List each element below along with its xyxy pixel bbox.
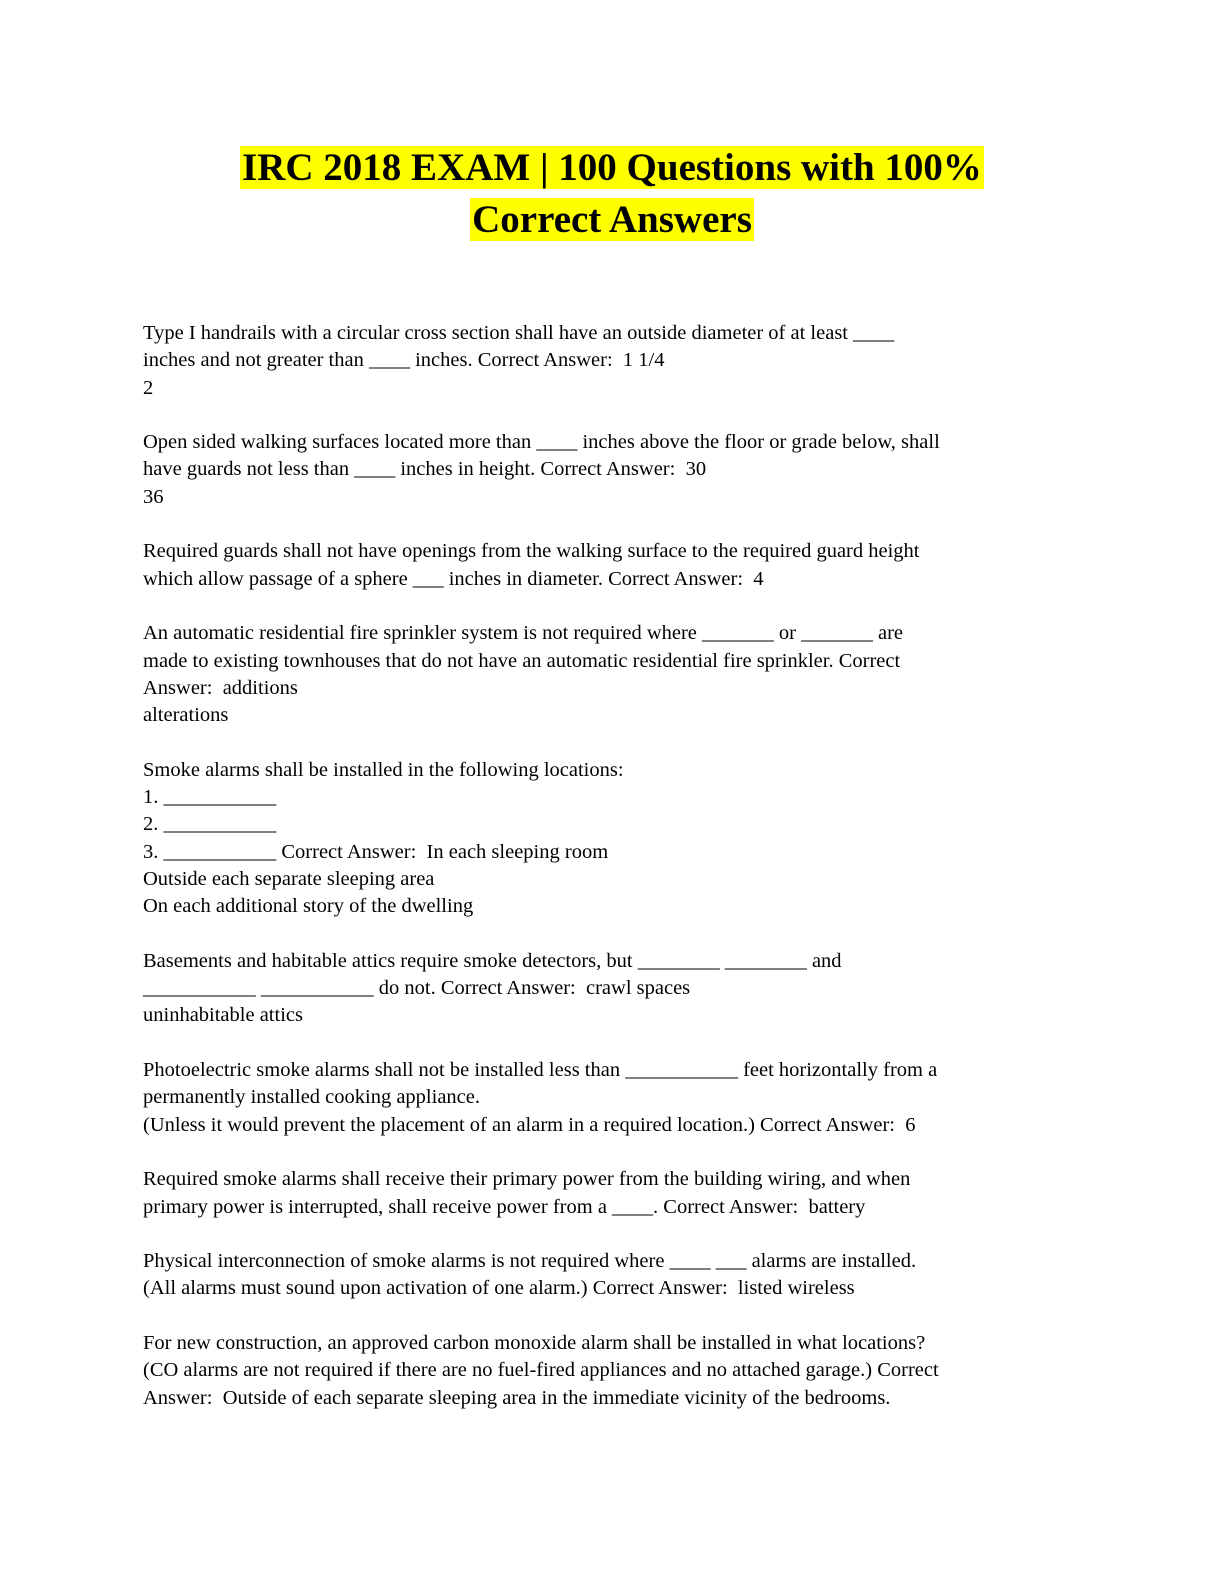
text-line: inches and not greater than ____ inches. Correct Answer: 1 1/4 (143, 349, 665, 372)
document-body (143, 320, 1083, 1439)
text-line: Basements and habitable attics require smoke detectors, but ________ ________ and (143, 949, 842, 972)
text-line: made to existing townhouses that do not have an automatic residential fire sprinkler. Correct (143, 649, 901, 672)
text-line: alterations (143, 704, 229, 727)
question-8 (143, 1166, 1083, 1221)
text-line: Outside each separate sleeping area (143, 867, 435, 890)
text-line: (Unless it would prevent the placement of an alarm in a required location.) Correct Answer: 6 (143, 1113, 916, 1136)
question-4 (143, 620, 1083, 729)
title-line-2: Correct Answers (472, 198, 752, 241)
text-line: An automatic residential fire sprinkler system is not required where _______ or _______ are (143, 622, 904, 645)
question-3 (143, 538, 1083, 593)
text-line: Required smoke alarms shall receive their primary power from the building wiring, and when (143, 1168, 911, 1191)
text-line: (All alarms must sound upon activation of one alarm.) Correct Answer: listed wireless (143, 1277, 855, 1300)
text-line: uninhabitable attics (143, 1004, 303, 1027)
text-line: 2 (143, 376, 154, 399)
text-line: Answer: Outside of each separate sleeping area in the immediate vicinity of the bedrooms. (143, 1386, 891, 1409)
text-line: which allow passage of a sphere ___ inches in diameter. Correct Answer: 4 (143, 567, 764, 590)
text-line: primary power is interrupted, shall receive power from a ____. Correct Answer: battery (143, 1195, 866, 1218)
text-line: On each additional story of the dwelling (143, 895, 474, 918)
text-line: Type I handrails with a circular cross section shall have an outside diameter of at least ____ (143, 322, 895, 344)
text-line: Photoelectric smoke alarms shall not be installed less than ___________ feet horizontally from a (143, 1059, 938, 1082)
text-line: have guards not less than ____ inches in height. Correct Answer: 30 (143, 458, 707, 481)
question-1 (143, 320, 1083, 402)
question-7 (143, 1057, 1083, 1139)
text-line: 2. ___________ (143, 813, 277, 836)
text-line: permanently installed cooking appliance. (143, 1086, 480, 1109)
text-line: Open sided walking surfaces located more than ____ inches above the floor or grade below, shall (143, 431, 940, 454)
question-2 (143, 429, 1083, 511)
text-line: Answer: additions (143, 676, 298, 699)
question-10 (143, 1330, 1083, 1412)
text-line: Required guards shall not have openings from the walking surface to the required guard height (143, 540, 920, 563)
document-title (0, 142, 1224, 246)
text-line: For new construction, an approved carbon monoxide alarm shall be installed in what locations? (143, 1331, 926, 1354)
text-line: Smoke alarms shall be installed in the following locations: (143, 758, 624, 781)
question-5 (143, 757, 1083, 921)
text-line: ___________ ___________ do not. Correct Answer: crawl spaces (143, 977, 691, 1000)
question-6 (143, 948, 1083, 1030)
text-line: 3. ___________ Correct Answer: In each sleeping room (143, 840, 609, 863)
text-line: 1. ___________ (143, 786, 277, 809)
text-line: 36 (143, 485, 164, 508)
text-line: Physical interconnection of smoke alarms is not required where ____ ___ alarms are installed. (143, 1250, 917, 1273)
title-line-1: IRC 2018 EXAM | 100 Questions with 100% (242, 146, 982, 189)
text-line: (CO alarms are not required if there are no fuel-fired appliances and no attached garage.) Correct (143, 1359, 939, 1382)
question-9 (143, 1248, 1083, 1303)
